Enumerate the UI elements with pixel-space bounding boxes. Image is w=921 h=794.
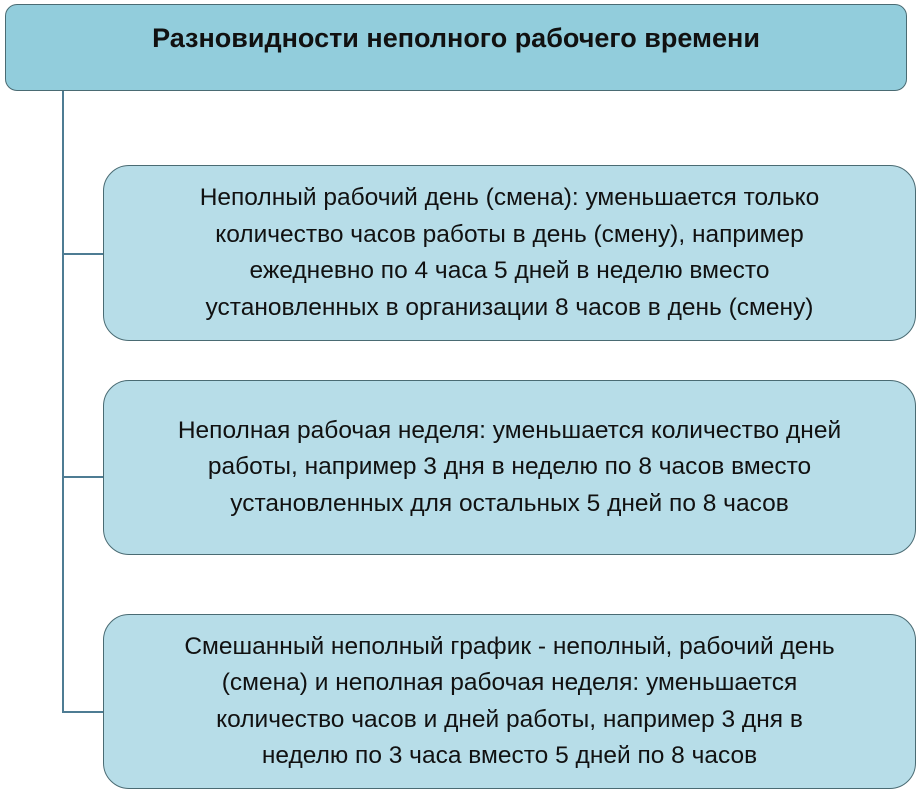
connector-branch-3: [62, 711, 103, 713]
card-line: установленных для остальных 5 дней по 8 часов: [230, 489, 789, 517]
card-line: Неполная рабочая неделя: уменьшается количество дней: [177, 416, 842, 444]
diagram-title: Разновидности неполного рабочего времени: [152, 23, 760, 53]
connector-branch-1: [62, 253, 103, 255]
card-line: Смешанный неполный график - неполный, рабочий день: [184, 632, 835, 660]
card-line: количество часов и дней работы, например 3 дня в: [216, 705, 803, 733]
diagram-title-box: [5, 4, 907, 91]
connector-trunk: [62, 91, 64, 712]
card-part-time-week: [103, 380, 916, 555]
card-mixed-schedule: [103, 614, 916, 789]
card-text: [176, 629, 842, 775]
card-line: (смена) и неполная рабочая неделя: уменьшается: [221, 669, 798, 696]
card-line: Неполный рабочий день (смена): уменьшается только: [199, 184, 820, 211]
card-text: [170, 413, 849, 523]
card-line: неделю по 3 часа вместо 5 дней по 8 часов: [261, 742, 758, 769]
connector-branch-2: [62, 476, 103, 478]
card-line: работы, например 3 дня в неделю по 8 часов вместо: [207, 453, 812, 481]
card-text: [192, 180, 828, 326]
card-line: установленных в организации 8 часов в день (смену): [205, 293, 814, 321]
card-line: ежедневно по 4 часа 5 дней в неделю вместо: [249, 257, 770, 284]
card-part-time-day: [103, 165, 916, 341]
card-line: количество часов работы в день (смену), например: [215, 220, 804, 248]
